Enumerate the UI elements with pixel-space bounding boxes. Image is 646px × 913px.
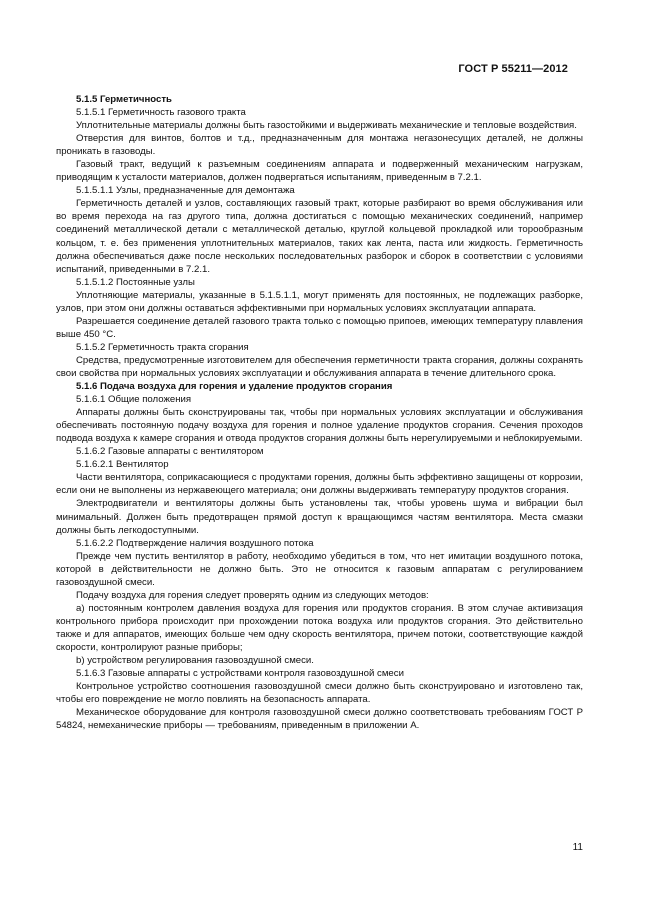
subsection-heading: 5.1.6.1 Общие положения (76, 394, 192, 406)
list-item-b: b) устройством регулирования газовоздушной смеси. (76, 655, 314, 667)
subsection-heading: 5.1.5.1 Герметичность газового тракта (76, 107, 246, 119)
list-item-a: а) постоянным контролем давления воздуха для горения или продуктов сгорания. В этом случае активизация контрольного прибора происходит при прохождении потока воздуха или продуктов сгорания. Это действительно также и для аппаратов, имеющих больше чем одну скорость вентилятора, причем потоки, соответствующие каждой скорости, контролируют разные приборы; (56, 602, 583, 653)
subsection-heading: 5.1.6.3 Газовые аппараты с устройствами контроля газовоздушной смеси (76, 668, 404, 680)
section-heading-5-1-5: 5.1.5 Герметичность (76, 94, 172, 105)
paragraph: Газовый тракт, ведущий к разъемным соединениям аппарата и подверженный механическим нагрузкам, приводящим к усталости материалов, должен подвергаться испытаниям, приведенным в 7.2.1. (56, 159, 583, 184)
page-number: 11 (572, 842, 583, 853)
subsection-heading: 5.1.5.1.2 Постоянные узлы (76, 276, 195, 288)
paragraph: Электродвигатели и вентиляторы должны быть установлены так, чтобы уровень шума и вибрации был минимальный. Должен быть предотвращен прямой доступ к вращающимся частям вентилятора. Места смазки должны быть легкодоступными. (56, 498, 583, 536)
paragraph: Разрешается соединение деталей газового тракта только с помощью припоев, имеющих температуру плавления выше 450 °С. (56, 315, 583, 340)
paragraph: Прежде чем пустить вентилятор в работу, необходимо убедиться в том, что нет имитации воздушного потока, которой в действительности не должно быть. Это не относится к газовым аппаратам с регулированием газовоздушной смеси. (56, 550, 583, 588)
subsection-heading: 5.1.5.2 Герметичность тракта сгорания (76, 341, 249, 353)
section-heading-5-1-6: 5.1.6 Подача воздуха для горения и удаление продуктов сгорания (76, 381, 393, 393)
paragraph: Средства, предусмотренные изготовителем для обеспечения герметичности тракта сгорания, должны сохранять свои свойства при нормальных условиях эксплуатации и обслуживания аппарата в течение длительного срока. (56, 354, 583, 379)
paragraph: Уплотняющие материалы, указанные в 5.1.5.1.1, могут применять для постоянных, не подлежащих разборке, узлов, при этом они должны оставаться эффективными при нормальных условиях эксплуатации аппарата. (56, 289, 583, 314)
paragraph: Подачу воздуха для горения следует проверять одним из следующих методов: (76, 589, 429, 601)
paragraph: Механическое оборудование для контроля газовоздушной смеси должно соответствовать требованиям ГОСТ Р 54824, немеханические приборы — требованиям, приведенным в приложении А. (56, 707, 583, 732)
subsection-heading: 5.1.6.2 Газовые аппараты с вентилятором (76, 446, 264, 458)
subsection-heading: 5.1.6.2.1 Вентилятор (76, 459, 169, 471)
paragraph: Герметичность деталей и узлов, составляющих газовый тракт, которые разбирают во время обслуживания или во время перехода на газ другого типа, должна достигаться с помощью механических соединений, например соединений металлической детали с металлической деталью, круглой кольцевой прокладкой или торообразным кольцом, т. е. без применения уплотнительных материалов, таких как лента, паста или жидкость. Герметичность должна обеспечиваться даже после нескольких последовательных разборок и сборок в соответствии с условиями испытаний, приведенными в 7.2.1. (56, 198, 583, 275)
paragraph: Уплотнительные материалы должны быть газостойкими и выдерживать механические и тепловые воздействия. (76, 120, 577, 132)
subsection-heading: 5.1.5.1.1 Узлы, предназначенные для демонтажа (76, 185, 295, 197)
standard-header: ГОСТ Р 55211—2012 (458, 63, 568, 75)
body-text (56, 93, 583, 732)
paragraph: Аппараты должны быть сконструированы так, чтобы при нормальных условиях эксплуатации и обслуживания обеспечивать постоянную подачу воздуха для горения и полное удаление продуктов сгорания. Сечения проходов подвода воздуха к камере сгорания и отвода продуктов сгорания должны быть нерегулируемыми и неблокируемыми. (56, 407, 583, 445)
subsection-heading: 5.1.6.2.2 Подтверждение наличия воздушного потока (76, 537, 314, 549)
paragraph: Контрольное устройство соотношения газовоздушной смеси должно быть сконструировано и изготовлено так, чтобы его повреждение не могло повлиять на безопасность аппарата. (56, 681, 583, 706)
paragraph: Отверстия для винтов, болтов и т.д., предназначенным для монтажа негазонесущих деталей, не должны проникать в газоводы. (56, 133, 583, 158)
paragraph: Части вентилятора, соприкасающиеся с продуктами горения, должны быть эффективно защищены от коррозии, если они не выполнены из нержавеющего материала; они должны выдерживать температуру продуктов сгорания. (56, 472, 583, 497)
